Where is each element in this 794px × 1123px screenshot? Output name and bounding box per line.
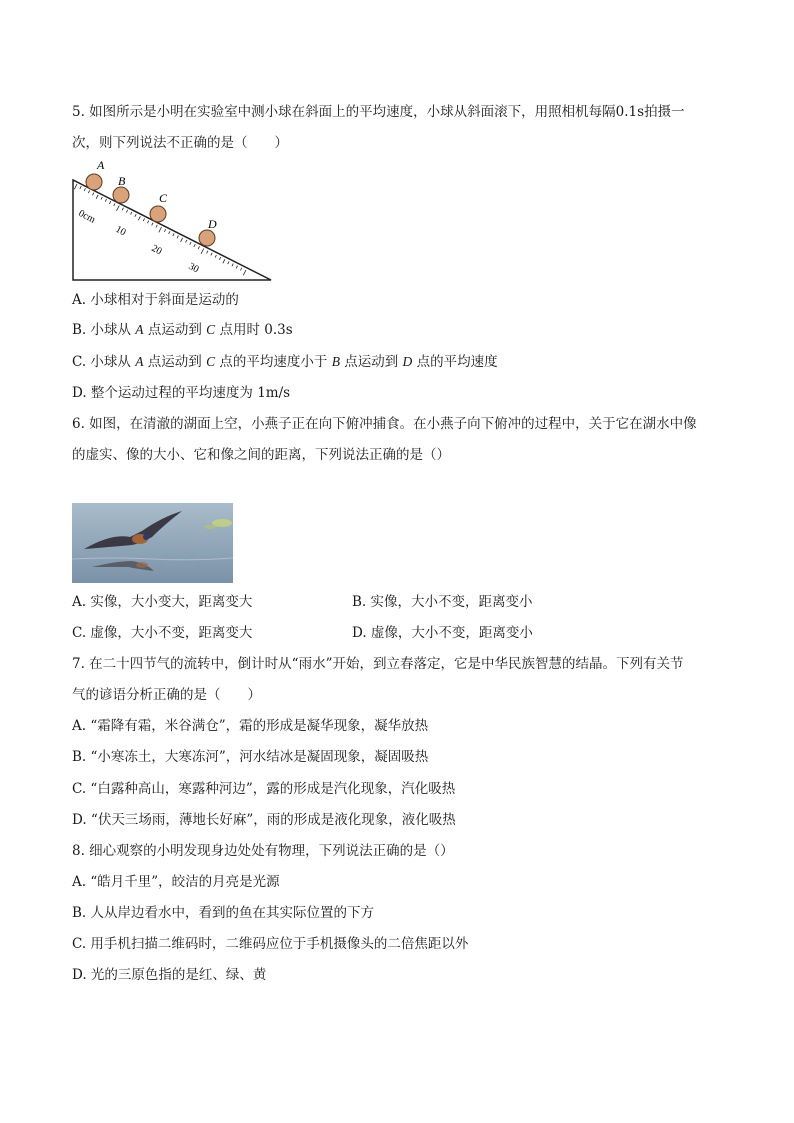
q7-option-c: C. “白露种高山，寒露种河边”，露的形成是汽化现象，汽化吸热 [72, 781, 456, 797]
ruler-tick [186, 240, 187, 243]
ruler-tick [131, 212, 132, 215]
ruler-tick [88, 191, 89, 194]
scale-label-0: 0cm [76, 207, 97, 226]
q6-stem-line-1: 6. 如图，在清澈的湖面上空，小燕子正在向下俯冲捕食。在小燕子向下俯冲的过程中，关于它在湖水中像 [72, 416, 697, 432]
ruler-tick [143, 218, 144, 221]
ruler-tick [80, 186, 81, 189]
swallow-photo [72, 503, 233, 583]
ruler-tick [232, 264, 233, 267]
q6-option-d: D. 虚像，大小不变，距离变小 [352, 625, 533, 641]
ruler-tick [135, 214, 136, 217]
q8-stem-line-1: 8. 细心观察的小明发现身边处处有物理，下列说法正确的是（） [72, 843, 454, 859]
scale-label-20: 20 [149, 242, 164, 258]
ball-label-b: B [118, 174, 126, 188]
ruler-tick [211, 253, 212, 256]
q5-stem-line-1: 5. 如图所示是小明在实验室中测小球在斜面上的平均速度，小球从斜面滚下，用照相机每隔0.1s拍摄一 [72, 104, 685, 120]
ball-d [199, 230, 215, 246]
ball-label-c: C [159, 191, 168, 205]
q7-stem-line-1: 7. 在二十四节气的流转中，倒计时从“雨水”开始，到立春落定，它是中华民族智慧的结晶。下列有关节 [72, 656, 684, 672]
ruler-tick [96, 195, 98, 199]
incline-triangle [73, 180, 271, 280]
q7-option-b: B. “小寒冻土，大寒冻河”，河水结冰是凝固现象，凝固吸热 [72, 749, 429, 765]
ball-label-a: A [97, 158, 105, 172]
ruler-tick [93, 193, 94, 196]
ruler-tick [122, 208, 123, 211]
q6-option-b: B. 实像，大小不变，距离变小 [352, 594, 533, 610]
ruler-tick [201, 249, 204, 254]
q8-option-d: D. 光的三原色指的是红、绿、黄 [72, 967, 267, 983]
ruler-tick [152, 223, 153, 226]
ruler-tick [101, 197, 102, 200]
q6-option-c: C. 虚像，大小不变，距离变大 [72, 625, 253, 641]
q8-option-c: C. 用手机扫描二维码时，二维码应位于手机摄像头的二倍焦距以外 [72, 936, 469, 952]
ball-label-d: D [208, 217, 217, 231]
ruler-tick [148, 221, 149, 224]
ruler-tick [228, 261, 229, 264]
ruler-tick [194, 244, 195, 247]
q5-option-a: A. 小球相对于斜面是运动的 [72, 292, 239, 308]
q7-stem-line-2: 气的谚语分析正确的是（ ） [72, 687, 261, 703]
ball-b [113, 187, 129, 203]
q5-option-d: D. 整个运动过程的平均速度为 1m/s [72, 385, 291, 401]
q8-option-b: B. 人从岸边看水中，看到的鱼在其实际位置的下方 [72, 905, 375, 921]
ruler-tick [243, 270, 246, 275]
ruler-tick [84, 188, 85, 191]
ruler-tick [240, 268, 241, 271]
ruler-tick [190, 242, 191, 245]
ruler-tick [207, 251, 208, 254]
ruler-tick [109, 201, 110, 204]
ruler-tick [169, 231, 170, 234]
q5-option-b: B. 小球从 A 点运动到 C 点用时 0.3s [72, 322, 293, 338]
scale-label-10: 10 [113, 223, 128, 239]
ruler-tick [181, 238, 183, 242]
q6-option-a: A. 实像，大小变大，距离变大 [72, 594, 253, 610]
q8-option-a: A. “皓月千里”，皎洁的月亮是光源 [72, 874, 280, 890]
ruler-tick [177, 236, 178, 239]
ruler-tick [114, 203, 115, 206]
q7-option-d: D. “伏天三场雨，薄地长好麻”，雨的形成是液化现象，液化吸热 [72, 812, 456, 828]
ruler-tick [223, 259, 225, 263]
q7-option-a: A. “霜降有霜，米谷满仓”，霜的形成是凝华现象，凝华放热 [72, 718, 429, 734]
ruler-tick [236, 266, 237, 269]
q5-option-c: C. 小球从 A 点运动到 C 点的平均速度小于 B 点运动到 D 点的平均速度 [72, 354, 498, 370]
ruler-tick [219, 257, 220, 260]
ball-a [86, 174, 102, 190]
q5-stem-line-2: 次，则下列说法不正确的是（ ） [72, 135, 288, 151]
ruler-tick [159, 227, 162, 232]
incline-ramp-figure [68, 158, 278, 283]
ruler-tick [74, 184, 77, 189]
scale-label-30: 30 [186, 260, 201, 276]
ruler-tick [105, 199, 106, 202]
ruler-tick [117, 206, 120, 211]
ruler-tick [164, 229, 165, 232]
ruler-tick [138, 216, 140, 220]
ruler-tick [126, 210, 127, 213]
ball-c [150, 206, 166, 222]
ruler-tick [173, 233, 174, 236]
q6-stem-line-2: 的虚实、像的大小、它和像之间的距离，下列说法正确的是（） [72, 447, 450, 463]
ruler-tick [156, 225, 157, 228]
ruler-tick [215, 255, 216, 258]
ruler-tick [198, 246, 199, 249]
